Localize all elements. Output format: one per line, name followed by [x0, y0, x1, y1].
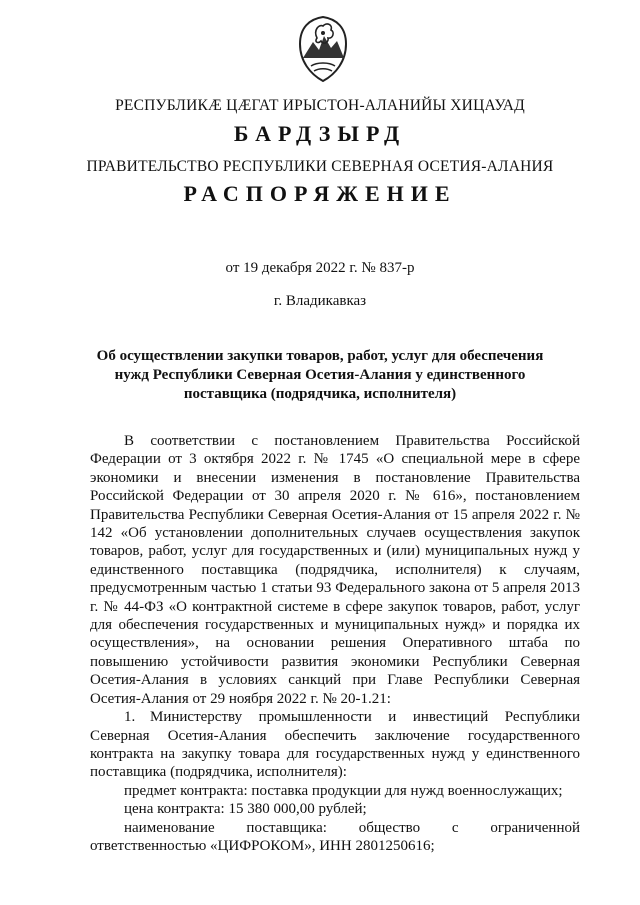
contract-price: цена контракта: 15 380 000,00 рублей; — [124, 801, 367, 818]
russian-doc-type: РАСПОРЯЖЕНИЕ — [183, 181, 457, 206]
coat-of-arms-emblem — [293, 14, 353, 84]
document-city: г. Владикавказ — [273, 293, 367, 309]
document-title-line-2: нужд Республики Северная Осетия-Алания у единственного — [114, 367, 526, 383]
document-title-line-3: поставщика (подрядчика, исполнителя) — [183, 386, 457, 402]
ossetian-doc-type: БАРДЗЫРД — [233, 121, 407, 146]
ossetian-org-name: РЕСПУБЛИКӔ ЦӔГАТ ИРЫСТОН-АЛАНИЙЫ ХИЦАУАД — [115, 97, 525, 114]
item-1-number: 1. — [124, 709, 136, 726]
supplier-name-line-1: наименование поставщика: общество с ограниченной — [124, 819, 580, 836]
russian-org-name: ПРАВИТЕЛЬСТВО РЕСПУБЛИКИ СЕВЕРНАЯ ОСЕТИЯ-АЛАНИЯ — [86, 158, 554, 175]
preamble-paragraph: В соответствии с постановлением Правительства Российской Федерации от 3 октября 2022 г. № 1745 «О специальной мере в сфере экономики и внесении изменения в постановление Правительства Российской Федерации от 30 апреля 2020 г. № 616», постановлением Правительства Республики Северная Осетия-Алания от 15 апреля 2022 г. № 142 «Об установлении дополнительных случаев осуществления закупок товаров, работ, услуг для государственных и (или) муниципальных нужд у единственного поставщика (подрядчика, исполнителя) к случаям, предусмотренным частью 1 статьи 93 Федерального закона от 5 апреля 2013 г. № 44-ФЗ «О контрактной системе в сфере закупок товаров, работ, услуг для обеспечения государственных и муниципальных нужд» и порядка их осуществления», на основании решения Оперативного штаба по повышению устойчивости развития экономики Республики Северная Осетия-Алания в условиях санкций при Главе Республики Северная Осетия-Алания от 29 ноября 2022 г. № 20-1.21: — [90, 433, 580, 707]
document-body — [90, 432, 580, 855]
contract-subject: предмет контракта: поставка продукции для нужд военнослужащих; — [124, 782, 563, 799]
item-1-text: Министерству промышленности и инвестиций Республики Северная Осетия-Алания обеспечить заключение государственного контракта на закупку товара для государственных нужд у единственного поставщика (подрядчика, исполнителя): — [90, 709, 580, 781]
document-date-number: от 19 декабря 2022 г. № 837-р — [225, 260, 415, 276]
item-1 — [90, 708, 580, 782]
supplier-name-line-2: ответственностью «ЦИФРОКОМ», ИНН 2801250616; — [90, 837, 435, 854]
document-title-line-1: Об осуществлении закупки товаров, работ, услуг для обеспечения — [96, 348, 544, 364]
